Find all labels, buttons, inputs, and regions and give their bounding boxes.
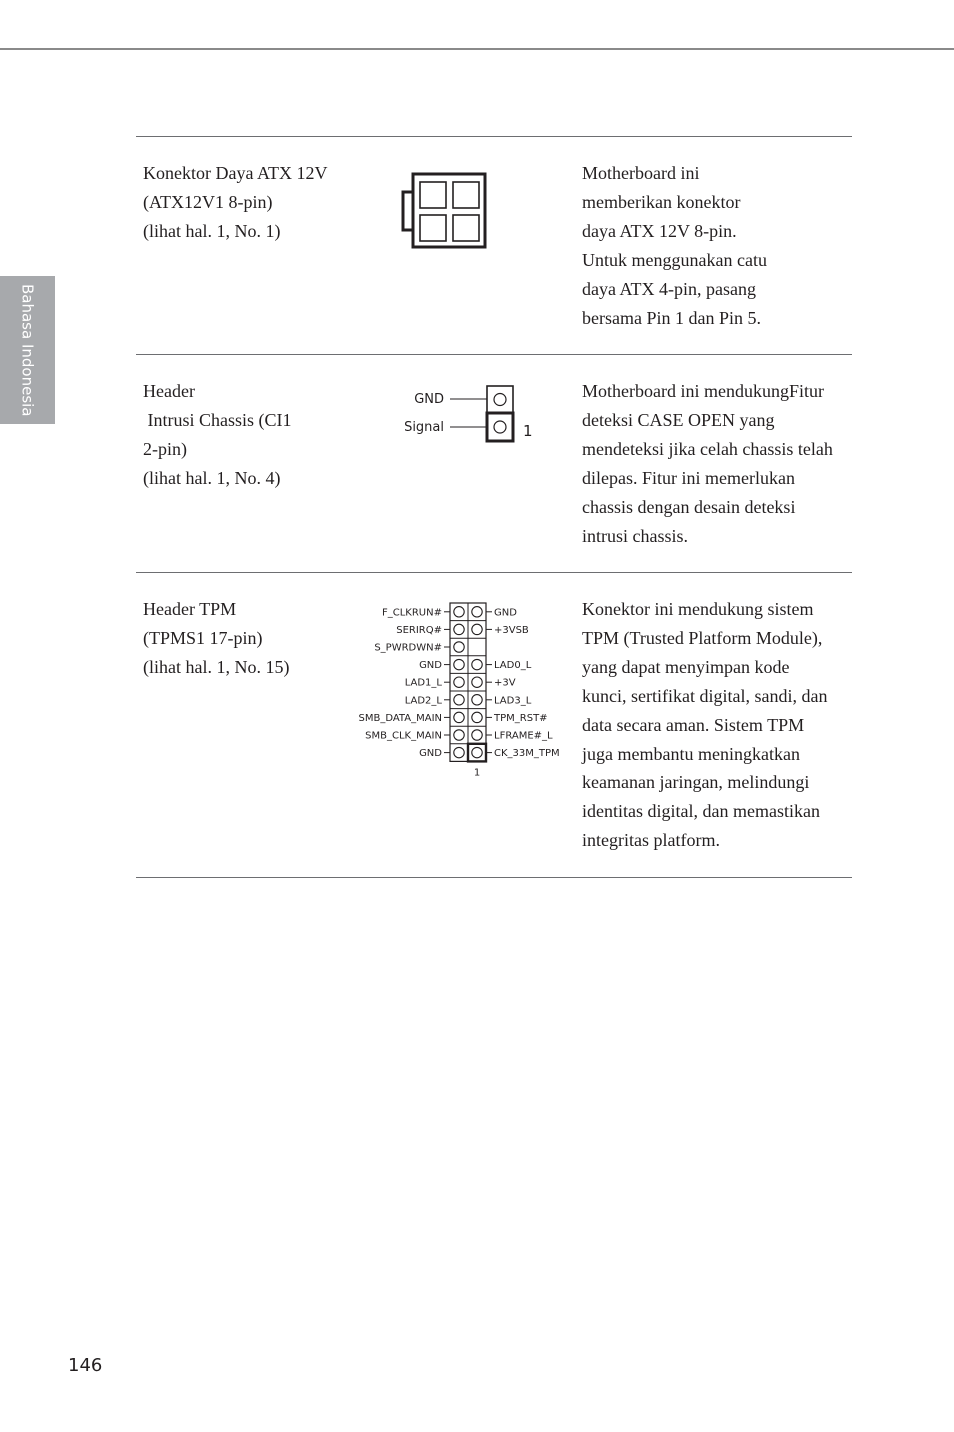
text-line: intrusi chassis.	[582, 525, 688, 546]
table-rule-1	[136, 354, 852, 355]
atx12v-connector-diagram	[398, 170, 494, 254]
row-atx12v-name	[143, 159, 327, 246]
text-line: daya ATX 4-pin, pasang	[582, 278, 756, 299]
text-line: deteksi CASE OPEN yang	[582, 409, 775, 430]
signal-pin-label: Signal	[404, 420, 444, 435]
tpm-pin-label-right: GND	[494, 607, 517, 619]
tpm-pin-label-right: CK_33M_TPM	[494, 748, 560, 760]
text-line: Motherboard ini mendukungFitur	[582, 381, 824, 401]
gnd-pin-label: GND	[414, 392, 444, 407]
tpm-pin-label-right: +3V	[494, 677, 516, 689]
text-line: bersama Pin 1 dan Pin 5.	[582, 307, 761, 328]
tpm-pin-label-right: LAD3_L	[494, 695, 532, 707]
text-line: Konektor Daya ATX 12V	[143, 163, 328, 183]
text-line: (ATX12V1 8-pin)	[143, 191, 273, 212]
text-line: Header	[143, 381, 195, 401]
text-line: dilepas. Fitur ini memerlukan	[582, 467, 795, 488]
language-side-tab	[0, 276, 55, 424]
tpm-pin-label-left: SMB_CLK_MAIN	[365, 730, 442, 742]
text-line: TPM (Trusted Platform Module),	[582, 627, 823, 648]
text-line: identitas digital, dan memastikan	[582, 801, 820, 822]
tpm-pin-label-left: GND	[419, 748, 442, 760]
text-line: daya ATX 12V 8-pin.	[582, 220, 737, 241]
tpm-pin-label-left: SMB_DATA_MAIN	[358, 712, 442, 724]
side-tab-label: Bahasa Indonesia	[18, 283, 37, 417]
tpm-pin-label-right: LFRAME#_L	[494, 730, 553, 742]
tpm-pin-label-right: TPM_RST#	[494, 712, 548, 724]
tpm-pin-label-left: GND	[419, 660, 442, 672]
text-line: keamanan jaringan, melindungi	[582, 772, 810, 793]
row-chassis-intrusion-name	[143, 377, 292, 493]
text-line: Header TPM	[143, 599, 237, 619]
text-line: (TPMS1 17-pin)	[143, 627, 263, 648]
text-line: (lihat hal. 1, No. 4)	[143, 467, 281, 488]
tpm-pin-label-left: SERIRQ#	[396, 624, 442, 636]
text-line: Intrusi Chassis (CI1	[143, 409, 292, 430]
text-line: yang dapat menyimpan kode	[582, 656, 790, 677]
tpm-pin-one-marker: 1	[473, 767, 481, 779]
top-rule	[0, 48, 954, 50]
text-line: Konektor ini mendukung sistem	[582, 599, 814, 619]
tpm-pin-label-right: LAD0_L	[494, 660, 532, 672]
tpm-pin-label-left: LAD2_L	[404, 695, 442, 707]
text-line: data secara aman. Sistem TPM	[582, 714, 805, 735]
tpm-pin-label-left: S_PWRDWN#	[374, 642, 442, 654]
row-chassis-intrusion-description	[582, 377, 833, 550]
text-line: Motherboard ini	[582, 163, 700, 183]
text-line: (lihat hal. 1, No. 15)	[143, 656, 290, 677]
table-rule-top	[136, 136, 852, 137]
text-line: integritas platform.	[582, 830, 720, 851]
table-rule-2	[136, 572, 852, 573]
pin-one-marker: 1	[523, 422, 533, 440]
page-number: 146	[68, 1355, 103, 1376]
tpm-header-diagram	[340, 598, 580, 788]
text-line: 2-pin)	[143, 438, 187, 459]
row-atx12v-description	[582, 159, 767, 332]
row-tpm-name	[143, 595, 289, 682]
text-line: memberikan konektor	[582, 191, 741, 212]
tpm-pin-label-left: F_CLKRUN#	[382, 607, 442, 619]
table-rule-bottom	[136, 877, 852, 878]
text-line: kunci, sertifikat digital, sandi, dan	[582, 685, 828, 706]
chassis-intrusion-diagram	[390, 380, 540, 450]
tpm-pin-label-right: +3VSB	[494, 624, 529, 636]
tpm-pin-label-left: LAD1_L	[404, 677, 442, 689]
text-line: mendeteksi jika celah chassis telah	[582, 438, 833, 459]
text-line: Untuk menggunakan catu	[582, 249, 767, 270]
row-tpm-description	[582, 595, 827, 855]
text-line: juga membantu meningkatkan	[582, 743, 800, 764]
text-line: (lihat hal. 1, No. 1)	[143, 220, 281, 241]
text-line: chassis dengan desain deteksi	[582, 496, 796, 517]
